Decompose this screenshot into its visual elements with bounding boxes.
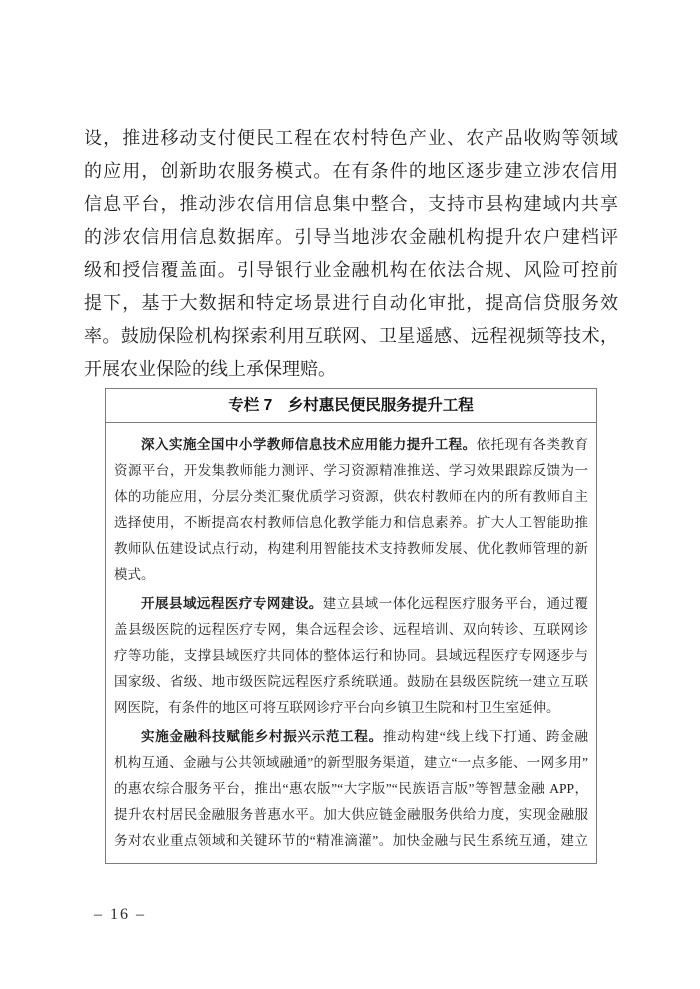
text-segment: 体的功能应用，分层分类汇聚优质学习资源，供农村教师在内的所有教师自主 [114,489,588,504]
text-line [114,643,588,669]
text-segment: 的应用，创新助农服务模式。在有条件的地区逐步建立涉农信用 [84,161,618,181]
text-segment: 务对农业重点领域和关键环节的“精准滴灌”。加快金融与民生系统互通，建立 [114,833,588,848]
lead-sentence: 开展县域远程医疗专网建设。 [141,596,323,611]
text-line [84,287,618,320]
text-line [114,669,588,695]
text-line [84,353,618,386]
body-paragraph [84,122,618,386]
text-segment: 盖县级医院的远程医疗专网，集合远程会诊、远程培训、双向转诊、互联网诊 [114,622,588,637]
text-line [114,724,588,750]
text-line [114,617,588,643]
text-segment: 教师队伍建设试点行动，构建利用智能技术支持教师发展、优化教师管理的新 [114,541,588,556]
text-segment: 建立县域一体化远程医疗服务平台，通过覆 [322,596,589,611]
text-line [114,562,588,588]
text-segment: 国家级、省级、地市级医院远程医疗系统联通。鼓励在县级医院统一建立互联 [114,674,588,689]
text-segment: 网医院，有条件的地区可将互联网诊疗平台向乡镇卫生院和村卫生室延伸。 [114,700,560,715]
text-segment: 模式。 [114,567,155,582]
text-segment: 资源平台，开发集教师能力测评、学习资源精准推送、学习效果跟踪反馈为一 [114,463,588,478]
text-line [114,591,588,617]
text-line [114,536,588,562]
text-line [84,188,618,221]
text-segment: 疗等功能，支撑县域医疗共同体的整体运行和协同。县域远程医疗专网逐步与 [114,648,588,663]
text-segment: 的涉农信用信息数据库。引导当地涉农金融机构提升农户建档评 [84,227,618,247]
text-segment: 率。鼓励保险机构探索利用互联网、卫星遥感、远程视频等技术， [84,326,618,346]
panel-box [105,388,597,864]
text-line [114,750,588,776]
text-line [84,320,618,353]
text-segment: 设，推进移动支付便民工程在农村特色产业、农产品收购等领域 [84,128,618,148]
lead-sentence: 实施金融科技赋能乡村振兴示范工程。 [141,729,383,744]
text-segment: 的惠农综合服务平台，推出“惠农版”“大字版”“民族语言版”等智慧金融 APP， [114,781,588,796]
text-segment: 提下，基于大数据和特定场景进行自动化审批，提高信贷服务效 [84,293,618,313]
text-line [114,458,588,484]
text-segment: 机构互通、金融与公共领域融通”的新型服务渠道，建立“一点多能、一网多用” [114,755,588,770]
panel-content [106,423,596,854]
panel-title: 专栏 7 乡村惠民便民服务提升工程 [106,389,596,423]
text-segment: 选择使用，不断提高农村教师信息化教学能力和信息素养。扩大人工智能助推 [114,515,588,530]
text-segment: 提升农村居民金融服务普惠水平。加大供应链金融服务供给力度，实现金融服 [114,807,588,822]
text-line [114,695,588,721]
text-segment: 依托现有各类教育 [476,437,589,452]
text-segment: 级和授信覆盖面。引导银行业金融机构在依法合规、风险可控前 [84,260,618,280]
text-line [114,802,588,828]
text-line [114,510,588,536]
page-number: – 16 – [94,906,146,923]
text-line [114,776,588,802]
text-line [114,484,588,510]
text-segment: 推动构建“线上线下打通、跨金融 [382,729,588,744]
text-segment: 信息平台，推动涉农信用信息集中整合，支持市县构建域内共享 [84,194,618,214]
text-line [84,254,618,287]
text-segment: 开展农业保险的线上承保理赔。 [84,359,336,379]
text-line [84,122,618,155]
text-line [84,221,618,254]
text-line [114,828,588,854]
text-line [114,432,588,458]
text-line [84,155,618,188]
lead-sentence: 深入实施全国中小学教师信息技术应用能力提升工程。 [141,437,477,452]
